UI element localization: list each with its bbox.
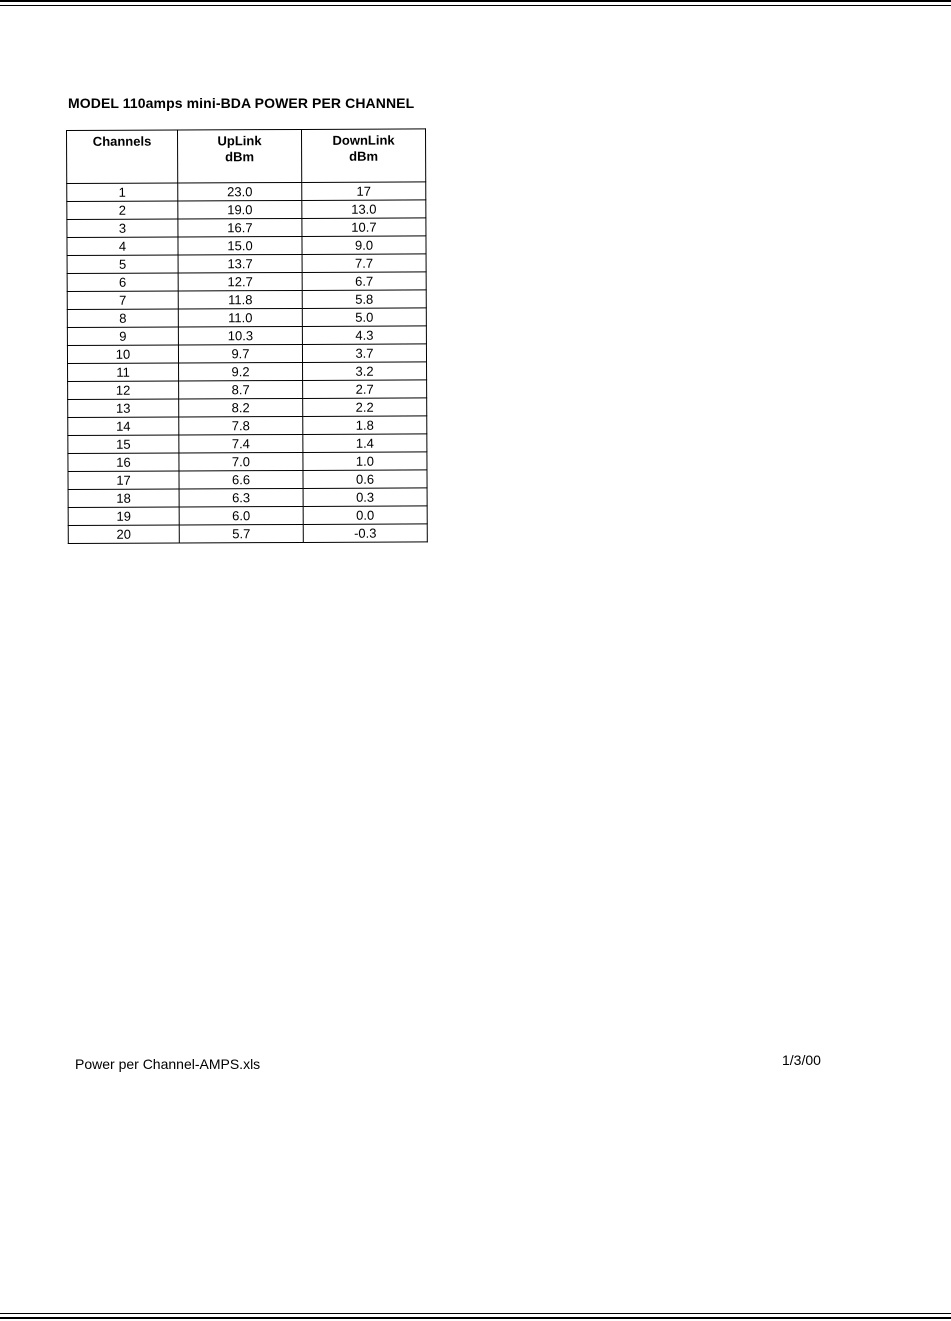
header-uplink	[178, 129, 302, 183]
cell-uplink: 13.7	[178, 254, 302, 273]
cell-downlink: 3.7	[302, 344, 426, 363]
cell-channel: 11	[68, 363, 179, 381]
table-row	[68, 434, 427, 454]
table-row	[67, 308, 426, 328]
table-row	[67, 290, 426, 310]
header-channels-label: Channels	[92, 133, 152, 149]
table-row	[68, 524, 427, 544]
table-row	[67, 200, 426, 220]
cell-uplink: 5.7	[179, 524, 303, 543]
cell-downlink: 10.7	[302, 218, 426, 237]
cell-uplink: 19.0	[178, 200, 302, 219]
footer-date: 1/3/00	[782, 1052, 821, 1068]
table-row	[68, 380, 427, 400]
page-title: MODEL 110amps mini-BDA POWER PER CHANNEL	[68, 95, 415, 111]
table-row	[67, 182, 426, 202]
cell-channel: 12	[68, 381, 179, 399]
cell-channel: 13	[68, 399, 179, 417]
cell-channel: 7	[67, 291, 178, 309]
cell-downlink: 1.8	[303, 416, 427, 435]
power-per-channel-table	[66, 128, 428, 544]
cell-uplink: 15.0	[178, 236, 302, 255]
cell-channel: 8	[67, 309, 178, 327]
bottom-border-rule-thin	[0, 1313, 951, 1314]
cell-downlink: 17	[302, 182, 426, 201]
cell-uplink: 6.3	[179, 488, 303, 507]
cell-channel: 4	[67, 237, 178, 255]
header-uplink-unit: dBm	[225, 149, 255, 165]
cell-uplink: 23.0	[178, 182, 302, 201]
cell-uplink: 7.8	[179, 416, 303, 435]
table-row	[68, 398, 427, 418]
cell-downlink: 5.8	[302, 290, 426, 309]
cell-channel: 15	[68, 435, 179, 453]
header-downlink-label: DownLink	[332, 132, 395, 148]
cell-uplink: 8.7	[179, 380, 303, 399]
cell-downlink: 1.4	[303, 434, 427, 453]
cell-channel: 10	[67, 345, 178, 363]
cell-channel: 20	[68, 525, 179, 543]
cell-uplink: 10.3	[178, 326, 302, 345]
footer-filename: Power per Channel-AMPS.xls	[75, 1056, 261, 1072]
cell-downlink: 0.0	[303, 506, 427, 525]
cell-uplink: 6.0	[179, 506, 303, 525]
table-row	[67, 236, 426, 256]
cell-channel: 3	[67, 219, 178, 237]
top-border-rule	[0, 0, 951, 2]
cell-downlink: 0.6	[303, 470, 427, 489]
table-header-row	[67, 129, 426, 184]
cell-downlink: -0.3	[303, 524, 427, 543]
cell-downlink: 2.7	[303, 380, 427, 399]
table-row	[68, 362, 427, 382]
cell-uplink: 9.7	[178, 344, 302, 363]
cell-channel: 9	[67, 327, 178, 345]
table-body	[67, 182, 428, 544]
header-uplink-label: UpLink	[217, 133, 262, 149]
top-border-rule-thin	[0, 5, 951, 6]
cell-uplink: 8.2	[179, 398, 303, 417]
cell-downlink: 7.7	[302, 254, 426, 273]
header-downlink-unit: dBm	[349, 148, 379, 164]
cell-channel: 19	[68, 507, 179, 525]
table-row	[67, 218, 426, 238]
table-row	[68, 452, 427, 472]
cell-channel: 6	[67, 273, 178, 291]
cell-uplink: 6.6	[179, 470, 303, 489]
table-row	[68, 470, 427, 490]
cell-uplink: 7.4	[179, 434, 303, 453]
table-row	[67, 272, 426, 292]
cell-downlink: 6.7	[302, 272, 426, 291]
table-row	[67, 254, 426, 274]
cell-uplink: 11.0	[178, 308, 302, 327]
table-row	[68, 488, 427, 508]
cell-uplink: 11.8	[178, 290, 302, 309]
cell-channel: 17	[68, 471, 179, 489]
cell-downlink: 3.2	[303, 362, 427, 381]
cell-channel: 2	[67, 201, 178, 219]
cell-channel: 14	[68, 417, 179, 435]
cell-uplink: 12.7	[178, 272, 302, 291]
cell-downlink: 13.0	[302, 200, 426, 219]
table-row	[67, 344, 426, 364]
cell-channel: 5	[67, 255, 178, 273]
bottom-border-rule	[0, 1317, 951, 1319]
cell-uplink: 9.2	[179, 362, 303, 381]
cell-downlink: 5.0	[302, 308, 426, 327]
table-row	[68, 506, 427, 526]
header-downlink	[301, 129, 425, 183]
cell-channel: 18	[68, 489, 179, 507]
header-channels	[67, 130, 178, 183]
cell-downlink: 2.2	[303, 398, 427, 417]
table-row	[67, 326, 426, 346]
cell-channel: 1	[67, 183, 178, 201]
cell-uplink: 16.7	[178, 218, 302, 237]
cell-downlink: 9.0	[302, 236, 426, 255]
table-row	[68, 416, 427, 436]
cell-uplink: 7.0	[179, 452, 303, 471]
cell-downlink: 0.3	[303, 488, 427, 507]
cell-downlink: 1.0	[303, 452, 427, 471]
cell-downlink: 4.3	[302, 326, 426, 345]
cell-channel: 16	[68, 453, 179, 471]
